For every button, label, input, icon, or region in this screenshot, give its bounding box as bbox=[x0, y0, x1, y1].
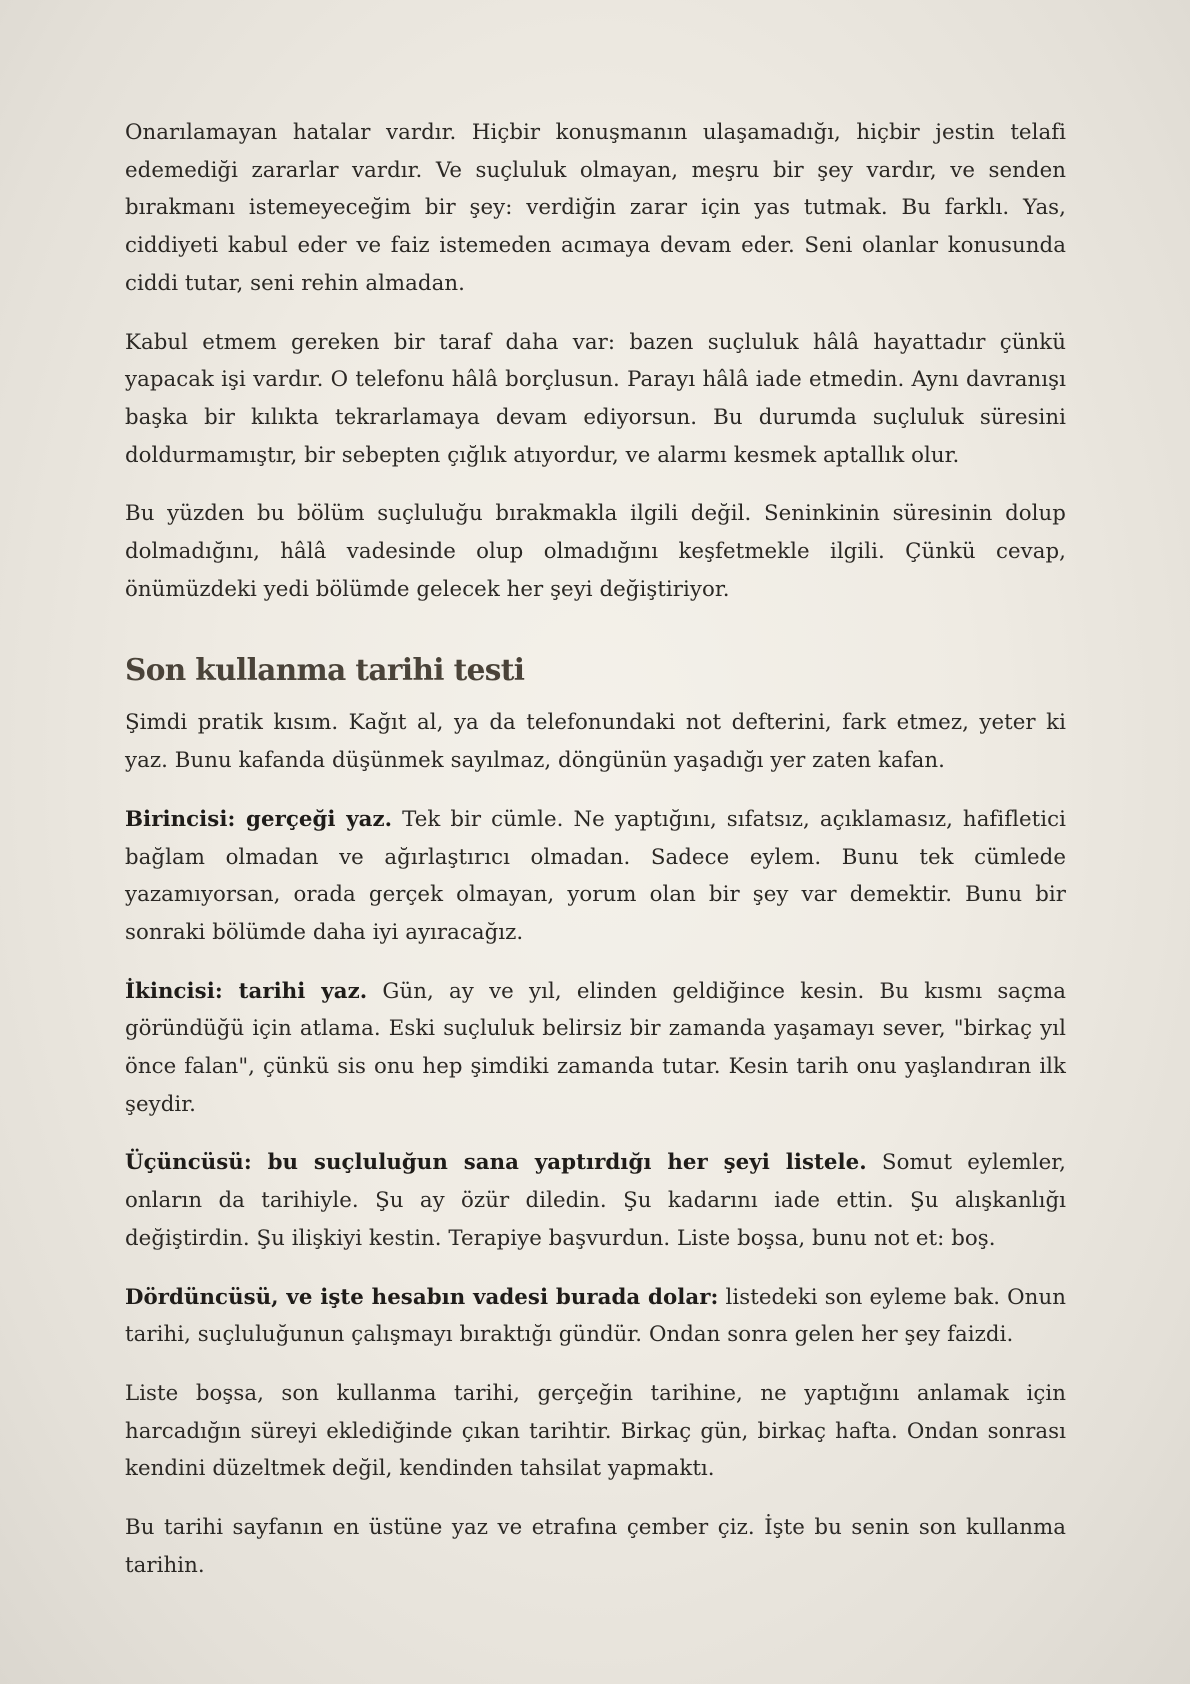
step-paragraph-2 bbox=[125, 973, 1066, 1124]
step-paragraph-3 bbox=[125, 1144, 1066, 1257]
step-text-1: Tek bir cümle. Ne yaptığını, sıfatsız, açıklamasız, hafifletici bağlam olmadan ve ağırlaştırıcı olmadan. Sadece eylem. Bunu tek cümlede yazamıyorsan, orada gerçek olmayan, yorum olan bir şey var demektir. Bunu bir sonraki bölümde daha iyi ayıracağız. bbox=[125, 806, 1066, 945]
step-paragraph-1 bbox=[125, 801, 1066, 952]
intro-paragraph-3: Bu yüzden bu bölüm suçluluğu bırakmakla ilgili değil. Seninkinin süresinin dolup dolmadığını, hâlâ vadesinde olup olmadığını keşfetmekle ilgili. Çünkü cevap, önümüzdeki yedi bölümde gelecek her şeyi değiştiriyor. bbox=[125, 501, 1066, 602]
step-paragraph-4 bbox=[125, 1279, 1066, 1354]
closing-paragraph-1: Liste boşsa, son kullanma tarihi, gerçeğin tarihine, ne yaptığını anlamak için harcadığın süreyi eklediğinde çıkan tarihtir. Birkaç gün, birkaç hafta. Ondan sonrası kendini düzeltmek değil, kendinden tahsilat yapmaktı. bbox=[125, 1380, 1066, 1482]
step-text-3: Somut eylemler, onların da tarihiyle. Şu ay özür diledin. Şu kadarını iade ettin. Şu alışkanlığı değiştirdin. Şu ilişkiyi kestin. Terapiye başvurdun. Liste boşsa, bunu not et: boş. bbox=[125, 1150, 1066, 1251]
section-heading: Son kullanma tarihi testi bbox=[125, 652, 525, 688]
step-label-1: Birincisi: gerçeği yaz. bbox=[125, 806, 393, 832]
step-text-4: listedeki son eyleme bak. Onun tarihi, suçluluğunun çalışmayı bıraktığı gündür. Ondan sonra gelen her şey faizdi. bbox=[125, 1284, 1066, 1348]
step-label-4: Dördüncüsü, ve işte hesabın vadesi burada dolar: bbox=[125, 1284, 719, 1310]
step-label-2: İkincisi: tarihi yaz. bbox=[125, 978, 368, 1004]
step-label-3: Üçüncüsü: bu suçluluğun sana yaptırdığı her şeyi listele. bbox=[125, 1150, 867, 1176]
intro-paragraph-2: Kabul etmem gereken bir taraf daha var: bazen suçluluk hâlâ hayattadır çünkü yapacak işi vardır. O telefonu hâlâ borçlusun. Parayı hâlâ iade etmedin. Aynı davranışı başka bir kılıkta tekrarlamaya devam ediyorsun. Bu durumda suçluluk süresini doldurmamıştır, bir sebepten çığlık atıyordur, ve alarmı kesmek aptallık olur. bbox=[125, 329, 1066, 468]
intro-paragraph-1: Onarılamayan hatalar vardır. Hiçbir konuşmanın ulaşamadığı, hiçbir jestin telafi edemediği zararlar vardır. Ve suçluluk olmayan, meşru bir şey vardır, ve senden bırakmanı istemeyeceğim bir şey: verdiğin zarar için yas tutmak. Bu farklı. Yas, ciddiyeti kabul eder ve faiz istemeden acımaya devam eder. Seni olanlar konusunda ciddi tutar, seni rehin almadan. bbox=[125, 120, 1066, 296]
step-text-2: Gün, ay ve yıl, elinden geldiğince kesin. Bu kısmı saçma göründüğü için atlama. Eski suçluluk belirsiz bir zamanda yaşamayı sever, "birkaç yıl önce falan", çünkü sis onu hep şimdiki zamanda tutar. Kesin tarih onu yaşlandıran ilk şeydir. bbox=[125, 978, 1067, 1117]
closing-paragraph-2: Bu tarihi sayfanın en üstüne yaz ve etrafına çember çiz. İşte bu senin son kullanma tarihin. bbox=[125, 1515, 1066, 1578]
document-page bbox=[125, 114, 1066, 1606]
section-intro-paragraph: Şimdi pratik kısım. Kağıt al, ya da telefonundaki not defterini, fark etmez, yeter ki yaz. Bunu kafanda düşünmek sayılmaz, döngünün yaşadığı yer zaten kafan. bbox=[125, 710, 1066, 774]
